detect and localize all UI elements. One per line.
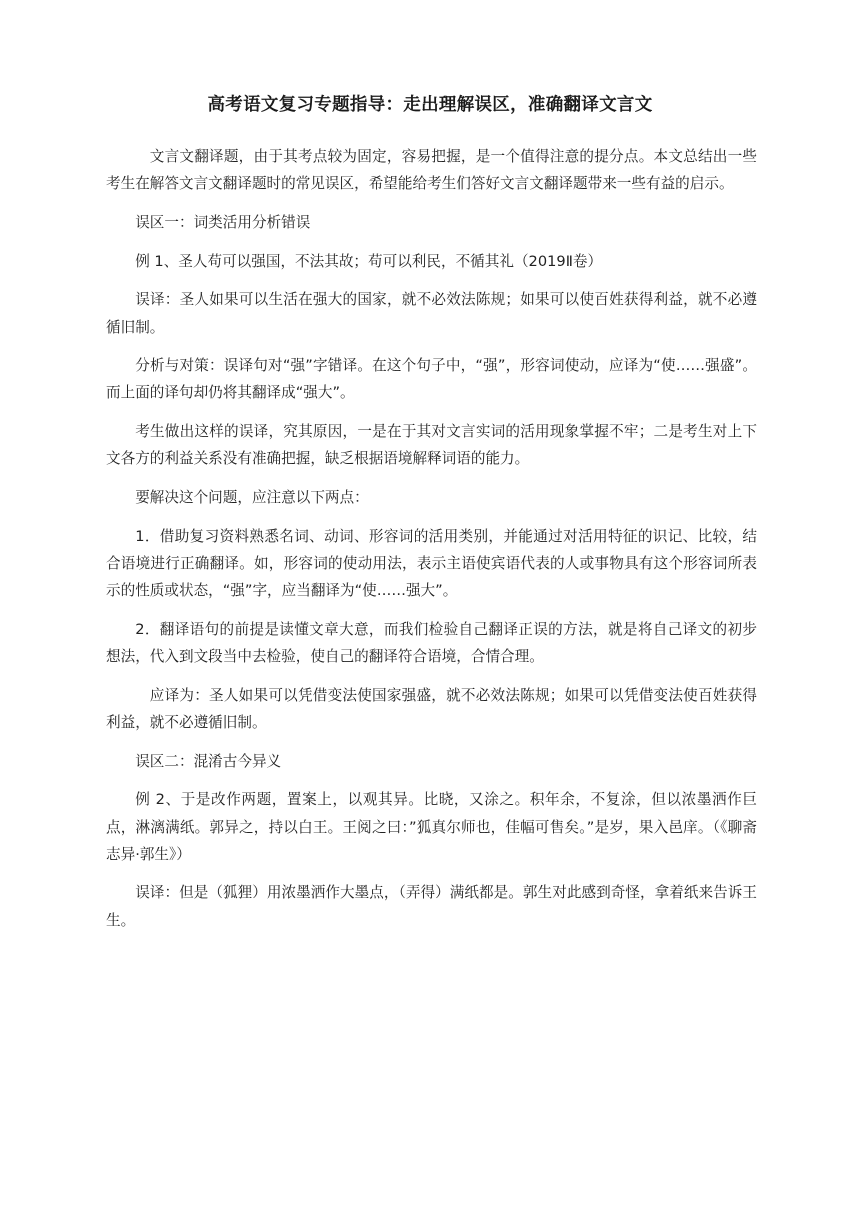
- example-1-wrong-translation: 误译：圣人如果可以生活在强大的国家，就不必效法陈规；如果可以使百姓获得利益，就不必遵循旧制。: [106, 291, 757, 336]
- document-body: [106, 143, 757, 945]
- solution-point-1: 1．借助复习资料熟悉名词、动词、形容词的活用类别，并能通过对活用特征的识记、比较，结合语境进行正确翻译。如，形容词的使动用法，表示主语使宾语代表的人或事物具有这个形容词所表示的性质或状态，“强”字，应当翻译为“使……强大”。: [106, 527, 757, 600]
- section-heading-misconception-1: 误区一：词类活用分析错误: [135, 213, 311, 231]
- example-1-sentence: 例 1、圣人苟可以强国，不法其故；苟可以利民，不循其礼（2019Ⅱ卷）: [135, 252, 603, 270]
- solution-intro: 要解决这个问题，应注意以下两点：: [135, 489, 369, 507]
- example-1-cause: 考生做出这样的误译，究其原因，一是在于其对文言实词的活用现象掌握不牢；二是考生对上下文各方的利益关系没有准确把握，缺乏根据语境解释词语的能力。: [106, 423, 757, 468]
- example-2-wrong-translation: 误译：但是（狐狸）用浓墨洒作大墨点，（弄得）满纸都是。郭生对此感到奇怪，拿着纸来告诉王生。: [106, 884, 757, 929]
- intro-paragraph: 文言文翻译题，由于其考点较为固定，容易把握，是一个值得注意的提分点。本文总结出一些考生在解答文言文翻译题时的常见误区，希望能给考生们答好文言文翻译题带来一些有益的启示。: [106, 148, 757, 193]
- example-1-analysis: 分析与对策：误译句对“强”字错译。在这个句子中，“强”，形容词使动，应译为“使……强盛”。而上面的译句却仍将其翻译成“强大”。: [106, 357, 757, 402]
- document-title: 高考语文复习专题指导：走出理解误区，准确翻译文言文: [207, 95, 653, 115]
- section-heading-misconception-2: 误区二：混淆古今异义: [135, 752, 282, 770]
- example-1-correct-translation: 应译为：圣人如果可以凭借变法使国家强盛，就不必效法陈规；如果可以凭借变法使百姓获得利益，就不必遵循旧制。: [106, 686, 757, 731]
- example-2-sentence: 例 2、于是改作两题，置案上，以观其异。比晓，又涂之。积年余，不复涂，但以浓墨洒作巨点，淋漓满纸。郭异之，持以白王。王阅之曰：”狐真尔师也，佳幅可售矣。”是岁，果入邑庠。（《聊斋志异·郭生》）: [106, 791, 757, 863]
- solution-point-2: 2．翻译语句的前提是读懂文章大意，而我们检验自己翻译正误的方法，就是将自己译文的初步想法，代入到文段当中去检验，使自己的翻译符合语境，合情合理。: [106, 620, 757, 666]
